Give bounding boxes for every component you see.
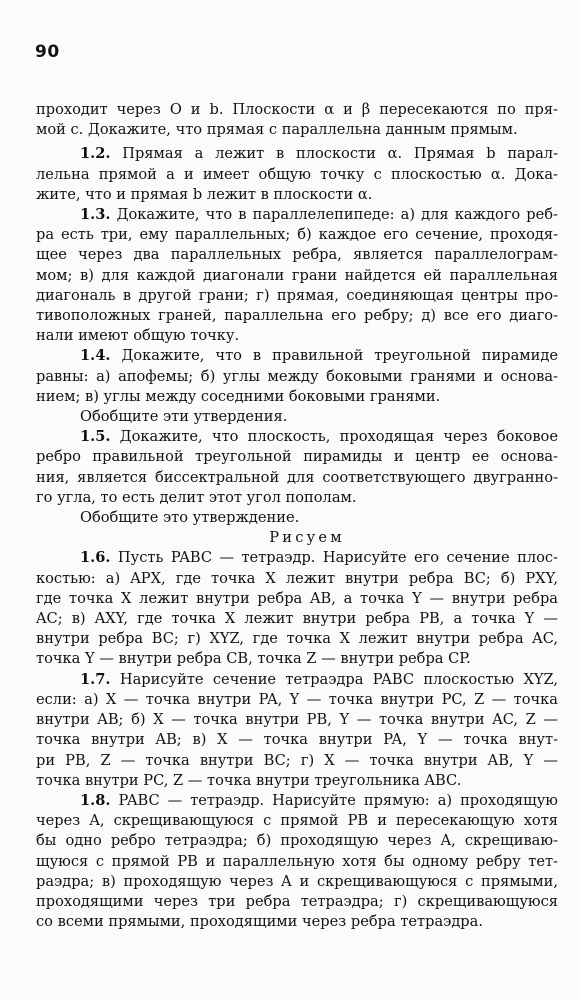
line-text: PABC — тетраэдр. Нарисуйте прямую: а) проходящую	[110, 791, 558, 809]
problem-number: 1.8.	[80, 791, 111, 809]
line-text: диагональ в другой грани; г) прямая, соединяющая центры про-	[36, 286, 558, 304]
text-line	[36, 872, 558, 892]
text-line	[36, 649, 558, 669]
problem-number: 1.4.	[80, 347, 111, 365]
text-line	[36, 912, 558, 932]
text-line	[36, 185, 558, 205]
text-line	[36, 447, 558, 467]
text-line	[36, 771, 558, 791]
line-text: раэдра; в) проходящую через A и скрещивающуюся с прямыми,	[36, 872, 558, 890]
text-line	[36, 710, 558, 730]
line-text: бы одно ребро тетраэдра; б) проходящую через A, скрещиваю-	[36, 832, 558, 850]
line-text: если: а) X — точка внутри PA, Y — точка внутри PC, Z — точка	[36, 690, 558, 708]
problem-number: 1.2.	[80, 145, 111, 163]
problem-number: 1.5.	[80, 428, 111, 446]
line-text: ри PB, Z — точка внутри BC; г) X — точка внутри AB, Y —	[36, 751, 558, 769]
text-line	[36, 306, 558, 326]
paragraph-p8	[36, 548, 558, 669]
line-text: внутри AB; б) X — точка внутри PB, Y — точка внутри AC, Z —	[36, 711, 558, 729]
problem-number: 1.6.	[80, 549, 111, 567]
text-line	[36, 266, 558, 286]
text-line	[36, 508, 558, 528]
text-line	[36, 629, 558, 649]
line-text: где точка X лежит внутри ребра AB, а точка Y — внутри ребра	[36, 589, 558, 607]
text-line	[36, 488, 558, 508]
problem-number: 1.7.	[80, 670, 111, 688]
text-line	[36, 407, 558, 427]
line-text: проходящими через три ребра тетраэдра; г) скрещивающуюся	[36, 892, 558, 910]
text-line	[36, 144, 558, 164]
line-text: нали имеют общую точку.	[36, 327, 240, 345]
line-text: лельна прямой a и имеет общую точку с плоскостью α. Дока-	[36, 165, 558, 183]
text-line	[36, 120, 558, 140]
line-text: жите, что и прямая b лежит в плоскости α.	[36, 185, 373, 203]
line-text: Пусть PABC — тетраэдр. Нарисуйте его сечение плос-	[110, 549, 558, 567]
line-text: AC; в) AXY, где точка X лежит внутри ребра PB, а точка Y —	[36, 610, 558, 628]
line-text: точка Y — внутри ребра CB, точка Z — внутри ребра CP.	[36, 650, 471, 668]
text-line	[36, 100, 558, 120]
line-text: через A, скрещивающуюся с прямой PB и пересекающую хотя	[36, 812, 558, 830]
line-text: нием; в) углы между соседними боковыми гранями.	[36, 387, 441, 405]
text-line	[36, 346, 558, 366]
line-text: Докажите, что плоскость, проходящая через боковое	[110, 428, 558, 446]
page-number: 90	[35, 42, 60, 62]
line-text: костью: а) APX, где точка X лежит внутри ребра BC; б) PXY,	[36, 569, 558, 587]
paragraph-p0	[36, 100, 558, 140]
text-line	[36, 548, 558, 568]
line-text: точка внутри AB; в) X — точка внутри PA, Y — точка внут-	[36, 731, 558, 749]
text-line	[36, 852, 558, 872]
line-text: Обобщите это утверждение.	[80, 509, 300, 527]
text-line	[36, 730, 558, 750]
line-text: ребро правильной треугольной пирамиды и центр ее основа-	[36, 448, 558, 466]
line-text: тивоположных граней, параллельна его ребру; д) все его диаго-	[36, 307, 558, 325]
text-line	[36, 225, 558, 245]
text-line	[36, 569, 558, 589]
text-line	[36, 791, 558, 811]
text-line	[36, 326, 558, 346]
paragraph-p6	[36, 508, 558, 528]
line-text: ра есть три, ему параллельных; б) каждое его сечение, проходя-	[36, 226, 558, 244]
line-text: внутри ребра BC; г) XYZ, где точка X лежит внутри ребра AC,	[36, 630, 558, 648]
text-line	[36, 892, 558, 912]
text-line	[36, 427, 558, 447]
text-line	[36, 468, 558, 488]
line-text: проходит через O и b. Плоскости α и β пересекаются по пря-	[36, 101, 558, 118]
text-line	[36, 831, 558, 851]
text-line	[36, 609, 558, 629]
line-text: мом; в) для каждой диагонали грани найдется ей параллельная	[36, 266, 558, 284]
text-line	[36, 670, 558, 690]
paragraph-p5	[36, 427, 558, 508]
section-heading: Рисуем	[269, 529, 345, 547]
paragraph-p1	[36, 144, 558, 205]
line-text: Докажите, что в параллелепипеде: а) для каждого реб-	[110, 206, 558, 224]
line-text: ния, является биссектральной для соответствующего двугранно-	[36, 468, 558, 486]
line-text: Нарисуйте сечение тетраэдра PABC плоскостью XYZ,	[110, 670, 558, 688]
paragraph-p9	[36, 670, 558, 791]
line-text: мой c. Докажите, что прямая c параллельна данным прямым.	[36, 121, 518, 139]
line-text: равны: а) апофемы; б) углы между боковыми гранями и основа-	[36, 367, 558, 385]
text-line	[36, 690, 558, 710]
paragraph-p10	[36, 791, 558, 932]
text-line	[36, 165, 558, 185]
page-text	[36, 100, 558, 932]
text-line	[36, 367, 558, 387]
paragraph-p4	[36, 407, 558, 427]
text-line	[36, 205, 558, 225]
line-text: щее через два параллельных ребра, является параллелограм-	[36, 246, 558, 264]
line-text: Прямая a лежит в плоскости α. Прямая b парал-	[110, 145, 558, 163]
line-text: Обобщите эти утвердения.	[80, 408, 288, 426]
text-line	[36, 811, 558, 831]
paragraph-p2	[36, 205, 558, 346]
text-line	[36, 286, 558, 306]
problem-number: 1.3.	[80, 206, 111, 224]
line-text: точка внутри PC, Z — точка внутри треугольника ABC.	[36, 771, 462, 789]
text-line	[36, 589, 558, 609]
line-text: Докажите, что в правильной треугольной пирамиде	[110, 347, 558, 365]
text-line	[36, 245, 558, 265]
line-text: со всеми прямыми, проходящими через ребра тетраэдра.	[36, 913, 483, 931]
line-text: щуюся с прямой PB и параллельную хотя бы одному ребру тет-	[36, 852, 558, 870]
text-line	[36, 387, 558, 407]
text-line	[36, 751, 558, 771]
paragraph-p3	[36, 346, 558, 407]
line-text: го угла, то есть делит этот угол пополам.	[36, 488, 357, 506]
